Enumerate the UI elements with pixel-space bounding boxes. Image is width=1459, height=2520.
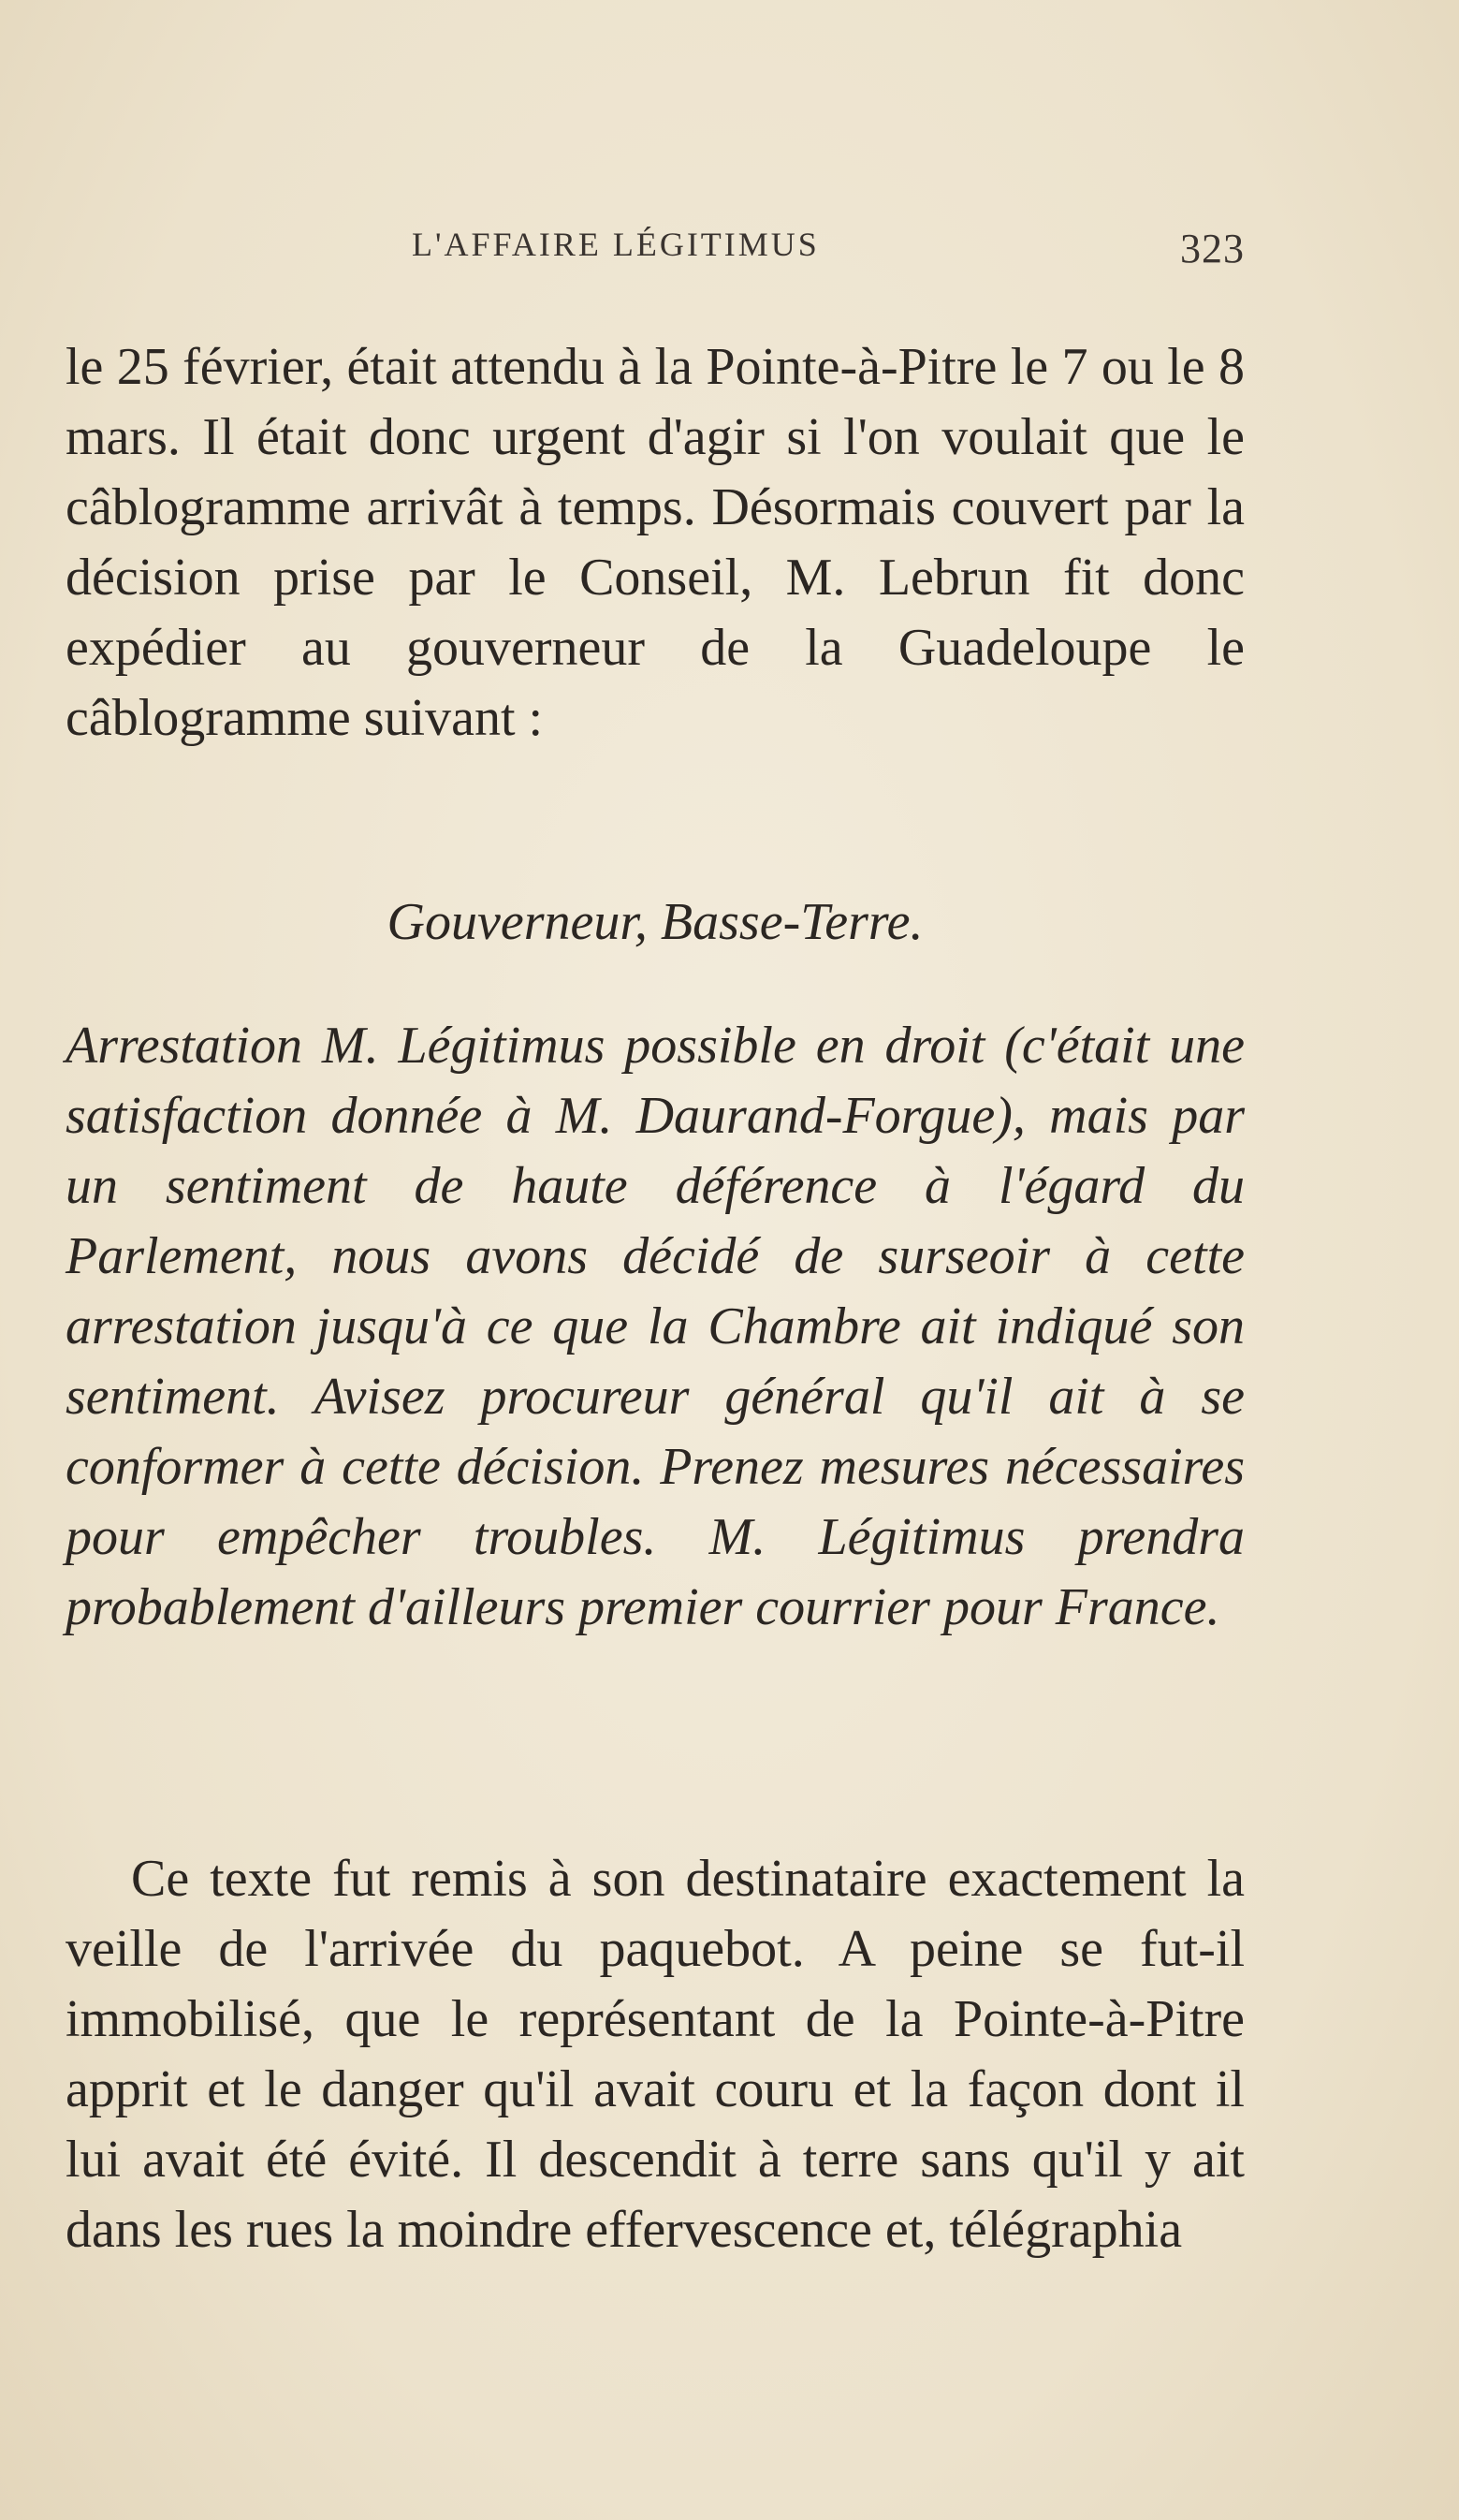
running-title: L'AFFAIRE LÉGITIMUS: [412, 226, 820, 263]
telegram-address: Gouverneur, Basse-Terre.: [387, 893, 924, 951]
paragraph-3: Ce texte fut remis à son destinataire exactement la veille de l'arrivée du paquebot. A peine se fut-il immobilisé, que le représentant de la Pointe-à-Pitre apprit et le danger qu'il avait couru et la façon dont il lui avait été évité. Il descendit à terre sans qu'il y ait dans les rues la moindre effervescence et, télégraphia: [66, 1850, 1245, 2259]
telegram-body: Arrestation M. Légitimus possible en droit (c'était une satisfaction donnée à M. Daurand-Forgue), mais par un sentiment de haute déférence à l'égard du Parlement, nous avons décidé de surseoir à cette arrestation jusqu'à ce que la Chambre ait indiqué son sentiment. Avisez procureur général qu'il ait à se conformer à cette décision. Prenez mesures nécessaires pour empêcher troubles. M. Légitimus prendra probablement d'ailleurs premier courrier pour France.: [66, 1017, 1245, 1636]
page-header: [412, 225, 1245, 281]
page-number: 323: [1180, 226, 1245, 271]
paragraph-1: le 25 février, était attendu à la Pointe-à-Pitre le 7 ou le 8 mars. Il était donc urgent d'agir si l'on voulait que le câblogramme arrivât à temps. Désormais couvert par la décision prise par le Conseil, M. Lebrun fit donc expédier au gouverneur de la Guadeloupe le câblogramme suivant :: [66, 338, 1245, 747]
